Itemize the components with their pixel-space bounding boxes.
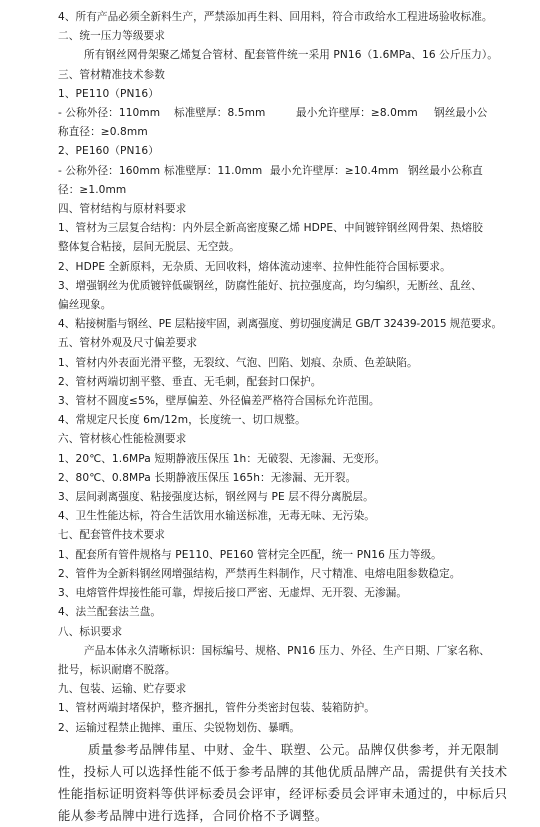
text-line: 偏丝现象。 (58, 299, 112, 312)
text-line: 3、电熔管件焊接性能可靠，焊接后接口严密、无虚焊、无开裂、无渗漏。 (58, 587, 408, 600)
text-line: 1、20℃、1.6MPa 短期静液压保压 1h：无破裂、无渗漏、无变形。 (58, 452, 386, 465)
text-line: 产品本体永久清晰标识：国标编号、规格、PN16 压力、外径、生产日期、厂家名称、 (84, 644, 490, 657)
text-line: 4、常规定尺长度 6m/12m，长度统一、切口规整。 (58, 414, 306, 427)
spec-value: 最小允许壁厚：≥8.0mm (296, 107, 418, 120)
text-line: 2、80℃、0.8MPa 长期静液压保压 165h：无渗漏、无开裂。 (58, 471, 357, 484)
spec-value: 标准壁厚：8.5mm (174, 107, 266, 120)
text-line: 2、HDPE 全新原料，无杂质、无回收料，熔体流动速率、拉伸性能符合国标要求。 (58, 260, 451, 273)
spec-row (58, 104, 516, 123)
spec-row (58, 162, 516, 181)
section-heading: 五、管材外观及尺寸偏差要求 (58, 337, 198, 350)
section-heading: 六、管材核心性能检测要求 (58, 433, 187, 446)
text-line: 1、管材为三层复合结构：内外层全新高密度聚乙烯 HDPE、中间镀锌钢丝网骨架、热熔胶 (58, 222, 483, 235)
text-line: 1、配套所有管件规格与 PE110、PE160 管材完全匹配，统一 PN16 压力等级。 (58, 548, 442, 561)
spec-value: - 公称外径：110mm (58, 107, 161, 120)
text-line: 2、管件为全新料钢丝网增强结构，严禁再生料制作，尺寸精准、电熔电阻参数稳定。 (58, 567, 461, 580)
text-line: 所有钢丝网骨架聚乙烯复合管材、配套管件统一采用 PN16（1.6MPa、16 公斤压力）。 (84, 49, 499, 62)
text-line: 4、法兰配套法兰盘。 (58, 606, 162, 619)
text-line: 2、管材两端切割平整、垂直、无毛刺，配套封口保护。 (58, 375, 322, 388)
text-line: 整体复合粘接，层间无脱层、无空鼓。 (58, 241, 240, 254)
text-line: 4、粘接树脂与钢丝、PE 层粘接牢固，剥离强度、剪切强度满足 GB/T 32439-2015 规范要求。 (58, 318, 502, 331)
spec-heading: 1、PE110（PN16） (58, 87, 159, 100)
text-line: 4、卫生性能达标，符合生活饮用水输送标准，无毒无味、无污染。 (58, 510, 375, 523)
text-line: 4、所有产品必须全新料生产，严禁添加再生料、回用料，符合市政给水工程进场验收标准。 (58, 11, 493, 23)
section-heading: 四、管材结构与原材料要求 (58, 203, 187, 216)
section-heading: 二、统一压力等级要求 (58, 30, 165, 43)
spec-heading: 2、PE160（PN16） (58, 145, 159, 158)
text-line: 批号，标识耐磨不脱落。 (58, 663, 176, 676)
text-line: 1、管材两端封堵保护，整齐捆扎，管件分类密封包装、装箱防护。 (58, 702, 375, 715)
spec-value: 钢丝最小公称直 (408, 164, 483, 177)
text-line: 2、运输过程禁止抛摔、重压、尖锐物划伤、暴晒。 (58, 721, 301, 734)
text-line: 3、增强钢丝为优质镀锌低碳钢丝，防腐性能好、抗拉强度高，均匀编织，无断丝、乱丝、 (58, 279, 482, 292)
section-heading: 七、配套管件技术要求 (58, 529, 165, 542)
text-line: 径：≥1.0mm (58, 183, 127, 196)
text-line: 1、管材内外表面光滑平整，无裂纹、气泡、凹陷、划痕、杂质、色差缺陷。 (58, 356, 418, 369)
text-line: 3、管材不圆度≤5%，壁厚偏差、外径偏差严格符合国标允许范围。 (58, 395, 380, 408)
section-heading: 八、标识要求 (58, 625, 123, 638)
text-line: 3、层间剥离强度、粘接强度达标，钢丝网与 PE 层不得分离脱层。 (58, 491, 374, 504)
spec-value: - 公称外径：160mm (58, 164, 161, 177)
text-line: 称直径：≥0.8mm (58, 126, 148, 139)
spec-value: 最小允许壁厚：≥10.4mm (270, 164, 399, 177)
spec-value: 标准壁厚：11.0mm (164, 164, 263, 177)
section-heading: 九、包装、运输、贮存要求 (58, 683, 187, 696)
brand-reference-note: 质量参考品牌伟星、中财、金牛、联塑、公元。品牌仅供参考，并无限制性，投标人可以选择性能不低于参考品牌的其他优质品牌产品，需提供有关技术性能指标证明资料等供评标委员会评审，经评标委员会评审未通过的，中标后只能从参考品牌中进行选择，合同价格不予调整。 (58, 742, 508, 823)
spec-value: 钢丝最小公 (434, 107, 488, 120)
section-heading: 三、管材精准技术参数 (58, 68, 165, 81)
